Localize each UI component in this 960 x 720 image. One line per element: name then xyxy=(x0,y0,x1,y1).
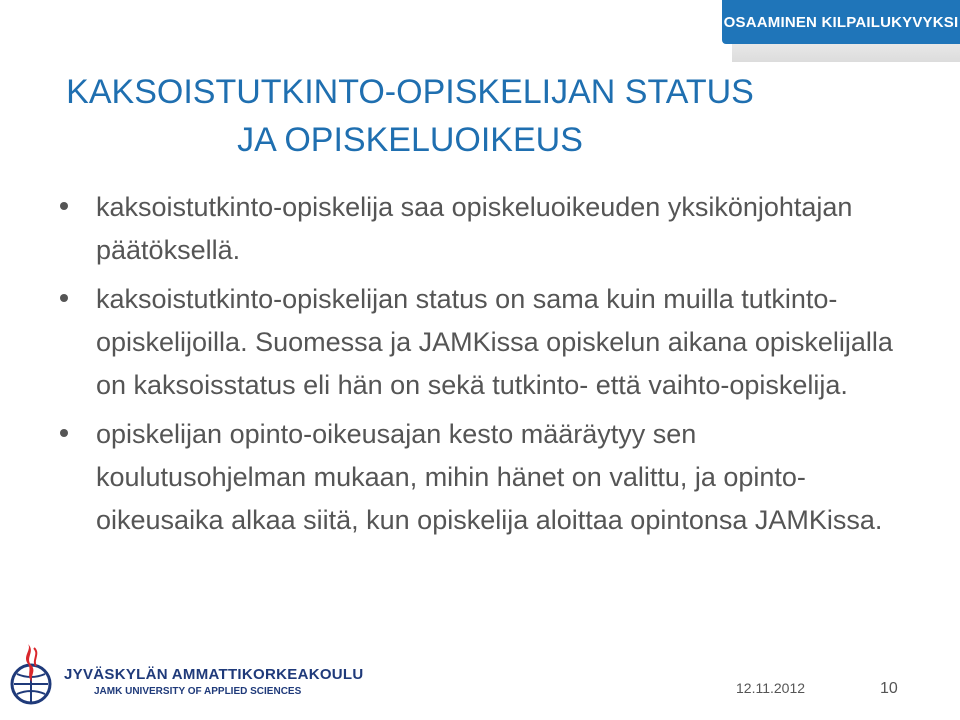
bullet-dot-icon xyxy=(60,294,68,302)
bullet-text: kaksoistutkinto-opiskelija saa opiskeluoikeuden yksikönjohtajan päätöksellä. xyxy=(96,192,853,265)
jamk-logo xyxy=(6,640,364,710)
page-number: 10 xyxy=(880,680,898,697)
logo-subtitle: JAMK UNIVERSITY OF APPLIED SCIENCES xyxy=(94,686,302,697)
slide-title xyxy=(40,68,780,164)
slide-title-line1: KAKSOISTUTKINTO-OPISKELIJAN STATUS xyxy=(66,73,754,111)
bullet-dot-icon xyxy=(60,429,68,437)
bullet-dot-icon xyxy=(60,202,68,210)
bullet-item xyxy=(60,186,900,272)
bullet-list xyxy=(60,186,900,548)
bullet-text: opiskelijan opinto-oikeusajan kesto määräytyy sen koulutusohjelman mukaan, mihin hänet on valittu, ja opinto-oikeusaika alkaa siitä, kun opiskelija aloittaa opintonsa JAMKissa. xyxy=(96,419,883,535)
bullet-text: kaksoistutkinto-opiskelijan status on sama kuin muilla tutkinto-opiskelijoilla. Suomessa ja JAMKissa opiskelun aikana opiskelijalla on kaksoisstatus eli hän on sekä tutkinto- että vaihto-opiskelija. xyxy=(96,284,893,400)
header-tagline: OSAAMINEN KILPAILUKYVYKSI xyxy=(722,0,960,44)
logo-name: JYVÄSKYLÄN AMMATTIKORKEAKOULU xyxy=(64,666,364,683)
slide-title-line2: JA OPISKELUOIKEUS xyxy=(237,121,583,159)
bullet-item xyxy=(60,278,900,407)
jamk-emblem-icon xyxy=(6,640,56,710)
footer-date: 12.11.2012 xyxy=(736,680,806,696)
bullet-item xyxy=(60,413,900,542)
